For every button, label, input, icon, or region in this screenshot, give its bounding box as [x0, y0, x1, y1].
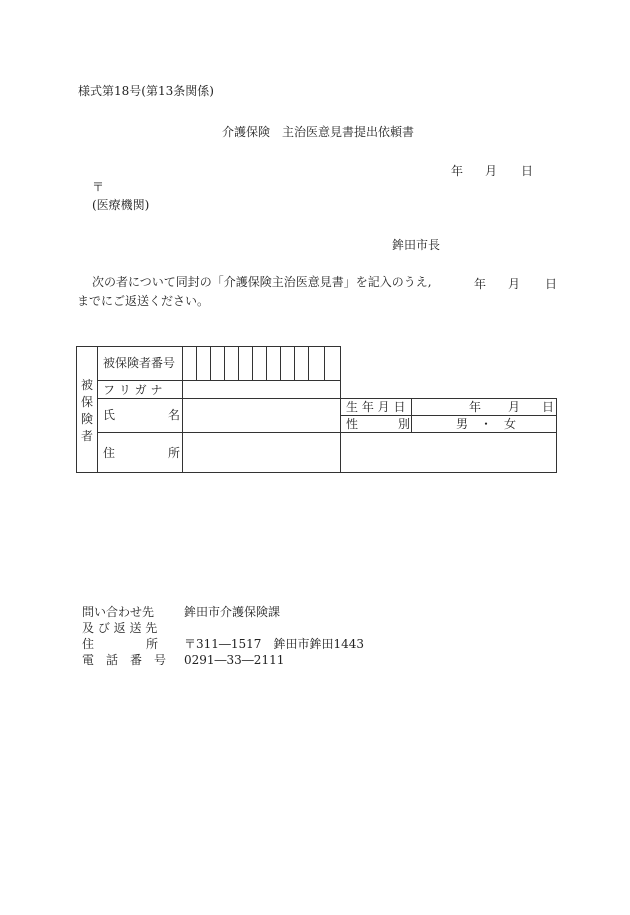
contact-department: 鉾田市介護保険課: [184, 605, 281, 619]
sex-label-first: 性: [346, 417, 359, 431]
birth-year: 年: [469, 400, 482, 414]
name-label-first: 氏: [103, 408, 116, 422]
contact-phone: 0291―33―2111: [184, 653, 285, 667]
request-text-line2: までにご返送ください。: [77, 294, 210, 308]
insured-number-label: 被保険者番号: [103, 356, 176, 370]
contact-address: 〒311―1517 鉾田市鉾田1443: [184, 637, 364, 651]
issue-date-month: 月: [485, 164, 498, 178]
insured-side-label: 被 保 険 者: [80, 378, 93, 443]
mayor-signature: 鉾田市長: [392, 238, 441, 252]
deadline-year: 年: [474, 277, 487, 291]
address-label-b: 所: [146, 637, 159, 651]
deadline-day: 日: [545, 277, 558, 291]
document-title: 介護保険 主治医意見書提出依頼書: [222, 125, 415, 139]
request-text-line1: 次の者について同封の「介護保険主治医意見書」を記入のうえ,: [92, 275, 432, 289]
deadline-month: 月: [508, 277, 521, 291]
address-label-a: 住: [82, 637, 95, 651]
issue-date-day: 日: [521, 164, 534, 178]
sex-label-second: 別: [398, 417, 411, 431]
address-label-first: 住: [103, 446, 116, 460]
birth-month: 月: [508, 400, 521, 414]
issue-date-year: 年: [451, 164, 464, 178]
sex-options: 男 ・ 女: [456, 417, 517, 431]
phone-label: 電 話 番 号: [82, 653, 167, 667]
form-reference: 様式第18号(第13条関係): [78, 84, 214, 98]
address-label-second: 所: [168, 446, 181, 460]
insured-person-table: [76, 346, 557, 473]
furigana-label: フ リ ガ ナ: [103, 383, 163, 397]
return-address-label: 及 び 返 送 先: [82, 621, 158, 635]
postal-mark: 〒: [92, 180, 105, 194]
medical-institution-label: (医療機関): [92, 198, 150, 212]
name-label-second: 名: [168, 408, 181, 422]
contact-label: 問い合わせ先: [82, 605, 155, 619]
birth-day: 日: [542, 400, 555, 414]
birth-date-label: 生 年 月 日: [346, 400, 406, 414]
